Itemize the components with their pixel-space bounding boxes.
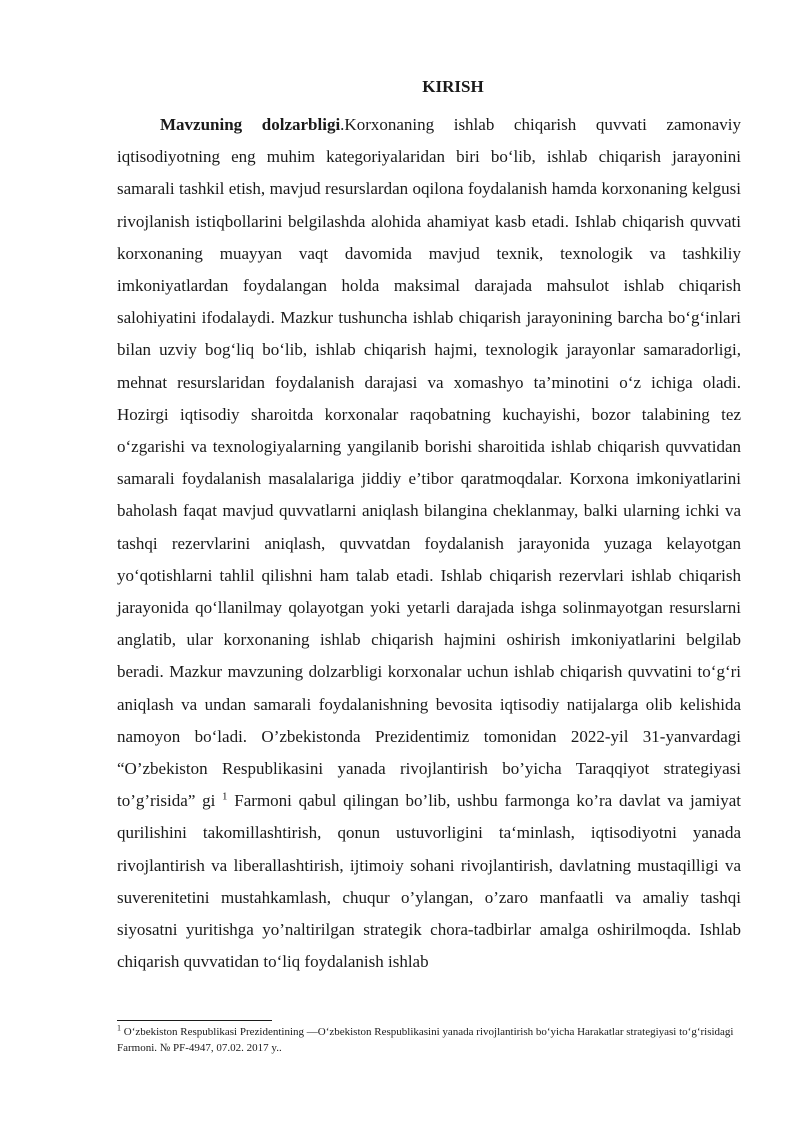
footnote-divider	[117, 1020, 272, 1021]
footnote	[117, 1024, 741, 1056]
lead-phrase: Mavzuning dolzarbligi	[160, 115, 341, 134]
footnote-reference[interactable]: 1	[222, 790, 228, 803]
body-paragraph	[117, 109, 741, 978]
paragraph-text-part2: Farmoni qabul qilingan bo’lib, ushbu farmonga ko’ra davlat va jamiyat qurilishini takomillashtirish, qonun ustuvorligini ta‘minlash, iqtisodiyotni yanada rivojlantirish va liberallashtirish, ijtimoiy sohani rivojlantirish, davlatning mustaqilligi va suverenitetini mustahkamlash, chuqur o’ylangan, o’zaro manfaatli va amaliy tashqi siyosatni yuritishga yo’naltirilgan strategik chora-tadbirlar amalga oshirilmoqda. Ishlab chiqarish quvvatidan to‘liq foydalanish ishlab	[117, 791, 741, 972]
section-heading: KIRISH	[422, 77, 484, 96]
footnote-marker: 1	[117, 1023, 121, 1033]
footnote-text: O‘zbekiston Respublikasi Prezidentining ―O‘zbekiston Respublikasini yanada rivojlantirish bo‘yicha Harakatlar strategiyasi to‘g‘risidagi Farmoni. № PF-4947, 07.02. 2017 y..	[117, 1026, 734, 1054]
paragraph-text-part1: .Korxonaning ishlab chiqarish quvvati zamonaviy iqtisodiyotning eng muhim kategoriyalaridan biri bo‘lib, ishlab chiqarish jarayonini samarali tashkil etish, mavjud resurslardan oqilona foydalanish hamda korxonaning kelgusi rivojlanish istiqbollarini belgilashda alohida ahamiyat kasb etadi. Ishlab chiqarish quvvati korxonaning muayyan vaqt davomida mavjud texnik, texnologik va tashkiliy imkoniyatlardan foydalangan holda maksimal darajada mahsulot ishlab chiqarish salohiyatini ifodalaydi. Mazkur tushuncha ishlab chiqarish jarayonining barcha bo‘g‘inlari bilan uzviy bog‘liq bo‘lib, ishlab chiqarish hajmi, texnologik jarayonlar samaradorligi, mehnat resurslaridan foydalanish darajasi va xomashyo ta’minotini o‘z ichiga oladi. Hozirgi iqtisodiy sharoitda korxonalar raqobatning kuchayishi, bozor talabining tez o‘zgarishi va texnologiyalarning yangilanib borishi sharoitida ishlab chiqarish quvvatidan samarali foydalanish masalalariga jiddiy e’tibor qaratmoqdalar. Korxona imkoniyatlarini baholash faqat mavjud quvvatlarni aniqlash bilangina cheklanmay, balki ularning ichki va tashqi rezervlarini aniqlash, quvvatdan foydalanish jarayonida yuzaga kelayotgan yo‘qotishlarni tahlil qilishni ham talab etadi. Ishlab chiqarish rezervlari ishlab chiqarish jarayonida qo‘llanilmay qolayotgan yoki yetarli darajada ishga solinmayotgan resurslarni anglatib, ular korxonaning ishlab chiqarish hajmini oshirish imkoniyatlarini belgilab beradi. Mazkur mavzuning dolzarbligi korxonalar uchun ishlab chiqarish quvvatini to‘g‘ri aniqlash va undan samarali foydalanishning bevosita iqtisodiy natijalarga olib kelishida namoyon bo‘ladi. O’zbekistonda Prezidentimiz tomonidan 2022-yil 31-yanvardagi “O’zbekiston Respublikasini yanada rivojlantirish bo’yicha Taraqqiyot strategiyasi to’g’risida” gi	[117, 115, 741, 811]
